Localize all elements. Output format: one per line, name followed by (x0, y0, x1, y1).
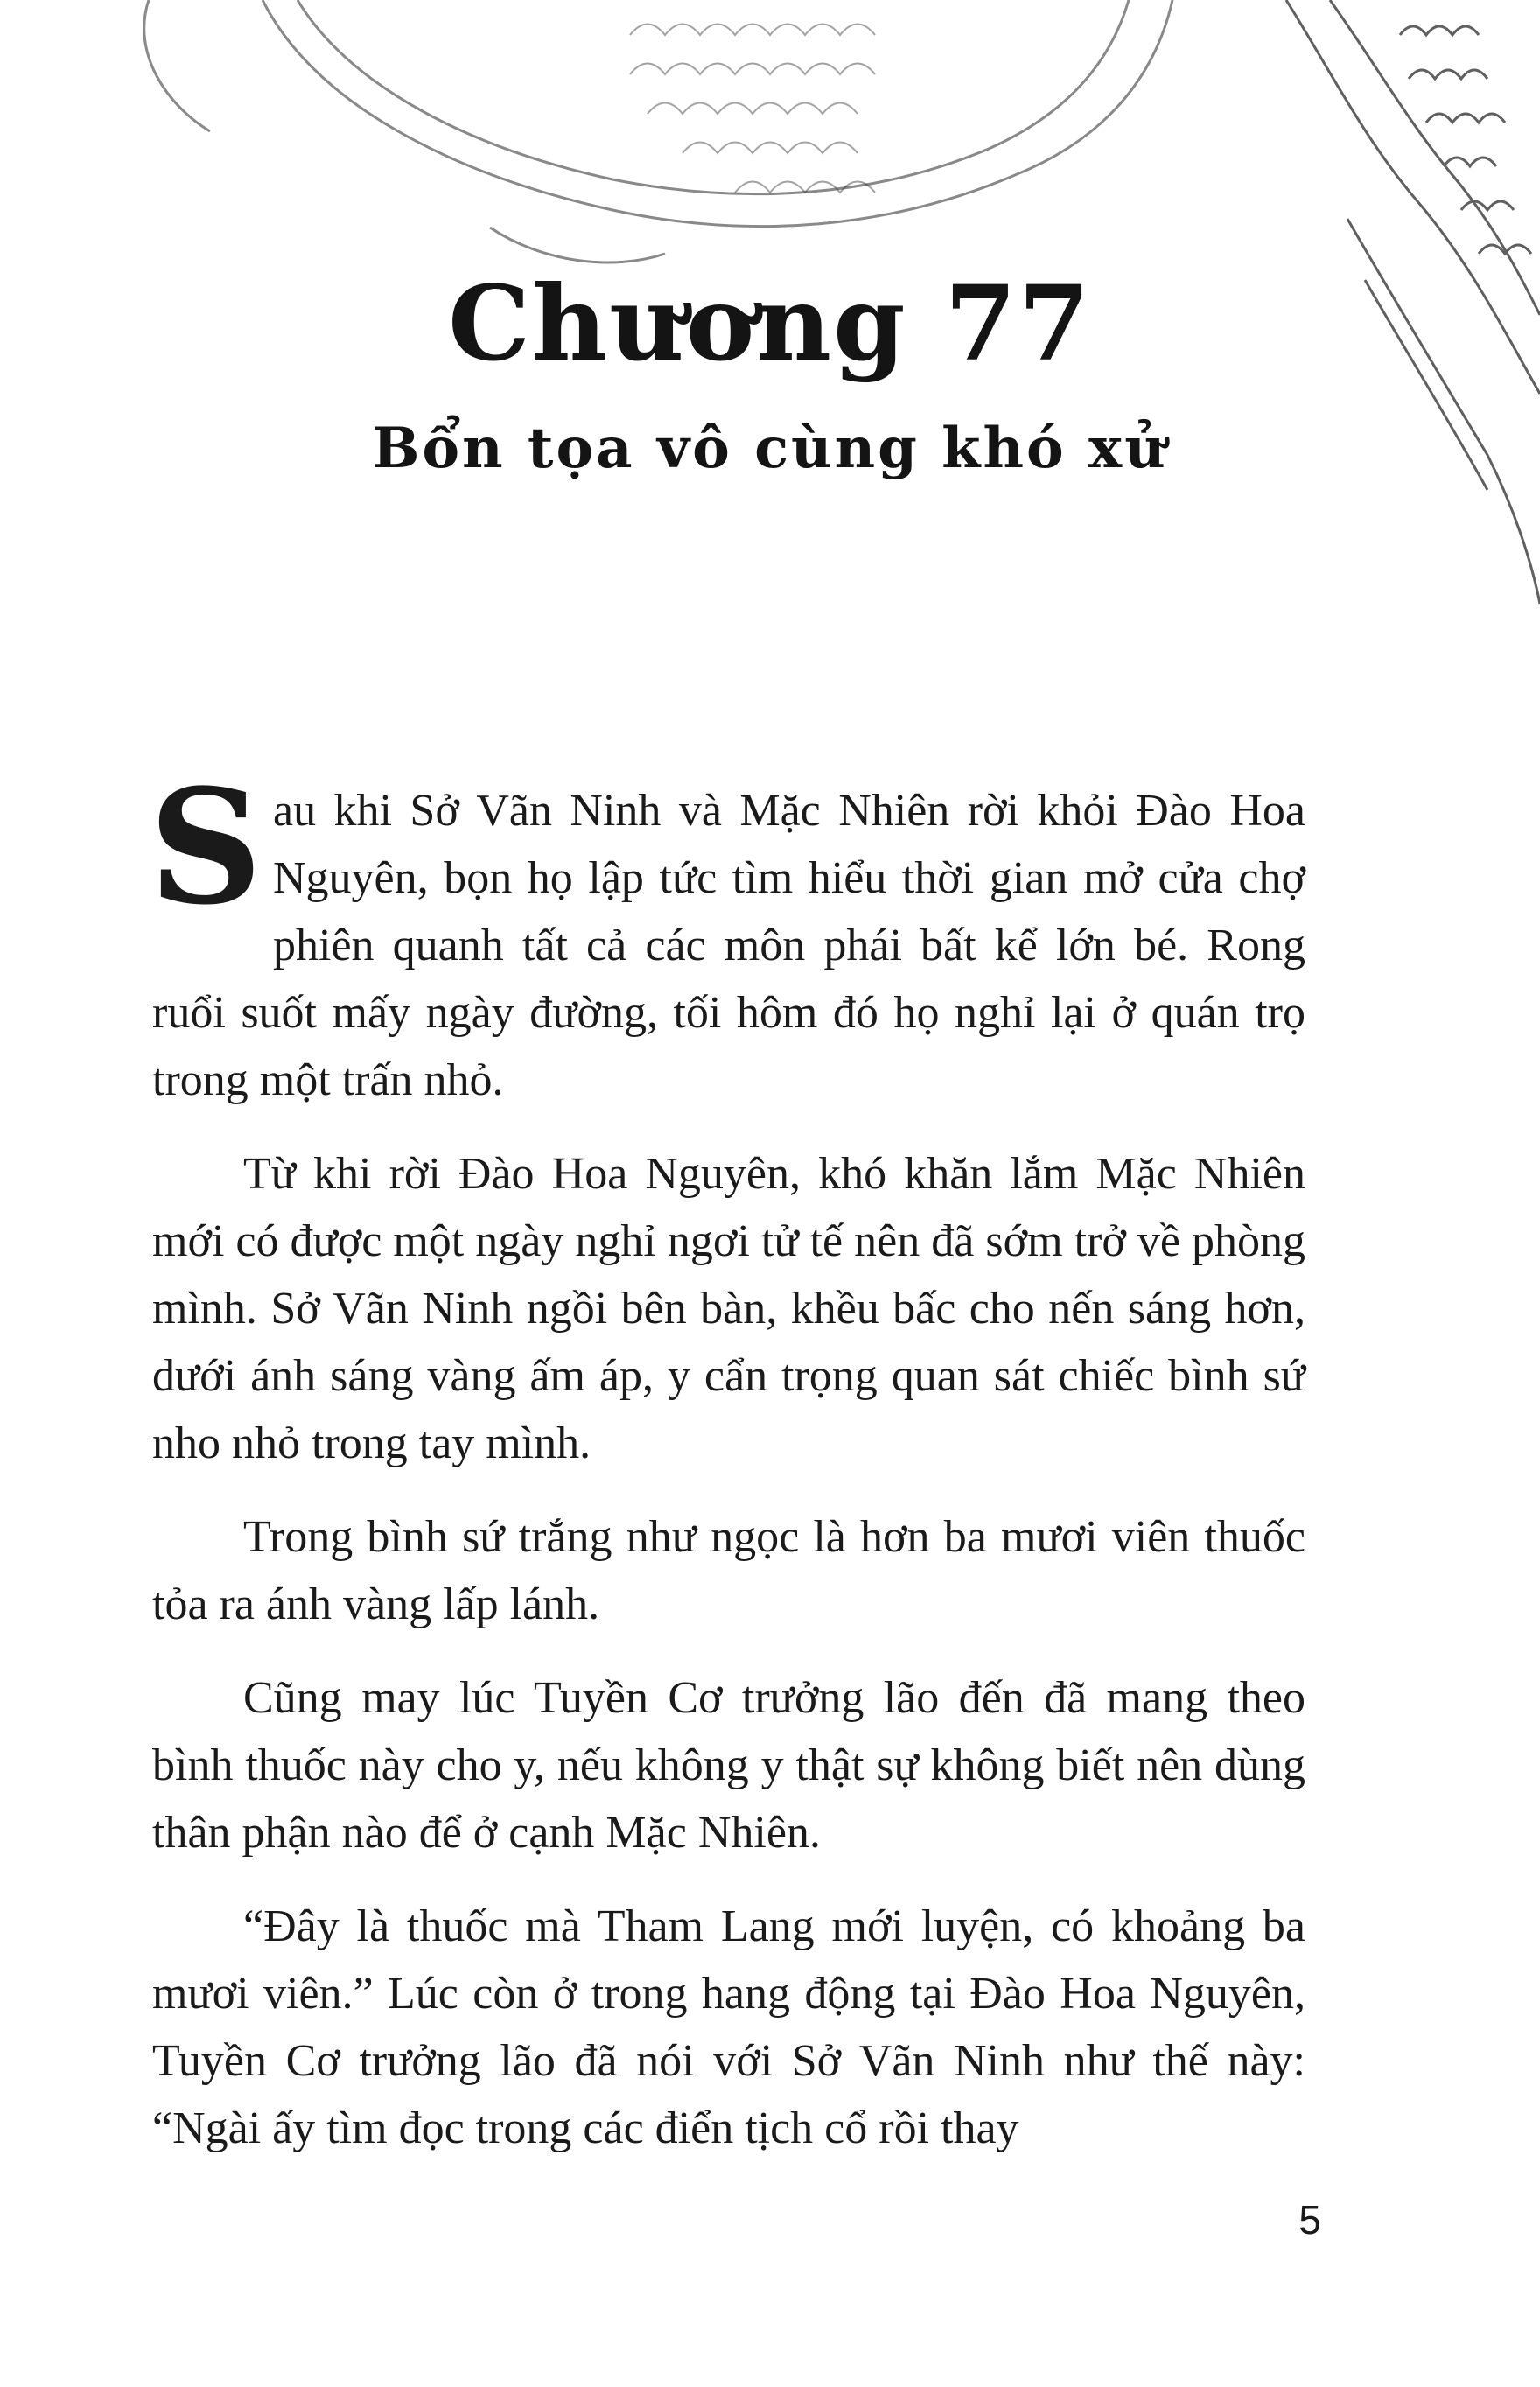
page-number: 5 (1298, 2197, 1321, 2243)
chapter-body (149, 755, 1306, 2188)
paragraph-1-text: au khi Sở Vãn Ninh và Mặc Nhiên rời khỏi Đào Hoa Nguyên, bọn họ lập tức tìm hiểu thời gian mở cửa chợ phiên quanh tất cả các môn phái bất kể lớn bé. Rong ruổi suốt mấy ngày đường, tối hôm đó họ nghỉ lại ở quán trọ trong một trấn nhỏ. (152, 786, 1306, 1105)
paragraph-3: Trong bình sứ trắng như ngọc là hơn ba mươi viên thuốc tỏa ra ánh vàng lấp lánh. (152, 1512, 1306, 1629)
paragraph-5: “Đây là thuốc mà Tham Lang mới luyện, có khoảng ba mươi viên.” Lúc còn ở trong hang động tại Đào Hoa Nguyên, Tuyền Cơ trưởng lão đã nói với Sở Vãn Ninh như thế này: “Ngài ấy tìm đọc trong các điển tịch cổ rồi thay (152, 1901, 1306, 2153)
chapter-title: Chương 77 (448, 262, 1092, 384)
paragraph-2: Từ khi rời Đào Hoa Nguyên, khó khăn lắm Mặc Nhiên mới có được một ngày nghỉ ngơi tử tế nên đã sớm trở về phòng mình. Sở Vãn Ninh ngồi bên bàn, khều bấc cho nến sáng hơn, dưới ánh sáng vàng ấm áp, y cẩn trọng quan sát chiếc bình sứ nho nhỏ trong tay mình. (152, 1149, 1306, 1468)
drop-cap: S (149, 755, 262, 940)
paragraph-1 (149, 755, 1306, 1114)
paragraph-4: Cũng may lúc Tuyền Cơ trưởng lão đến đã mang theo bình thuốc này cho y, nếu không y thật sự không biết nên dùng thân phận nào để ở cạnh Mặc Nhiên. (152, 1673, 1306, 1858)
chapter-subtitle: Bổn tọa vô cùng khó xử (372, 416, 1168, 481)
